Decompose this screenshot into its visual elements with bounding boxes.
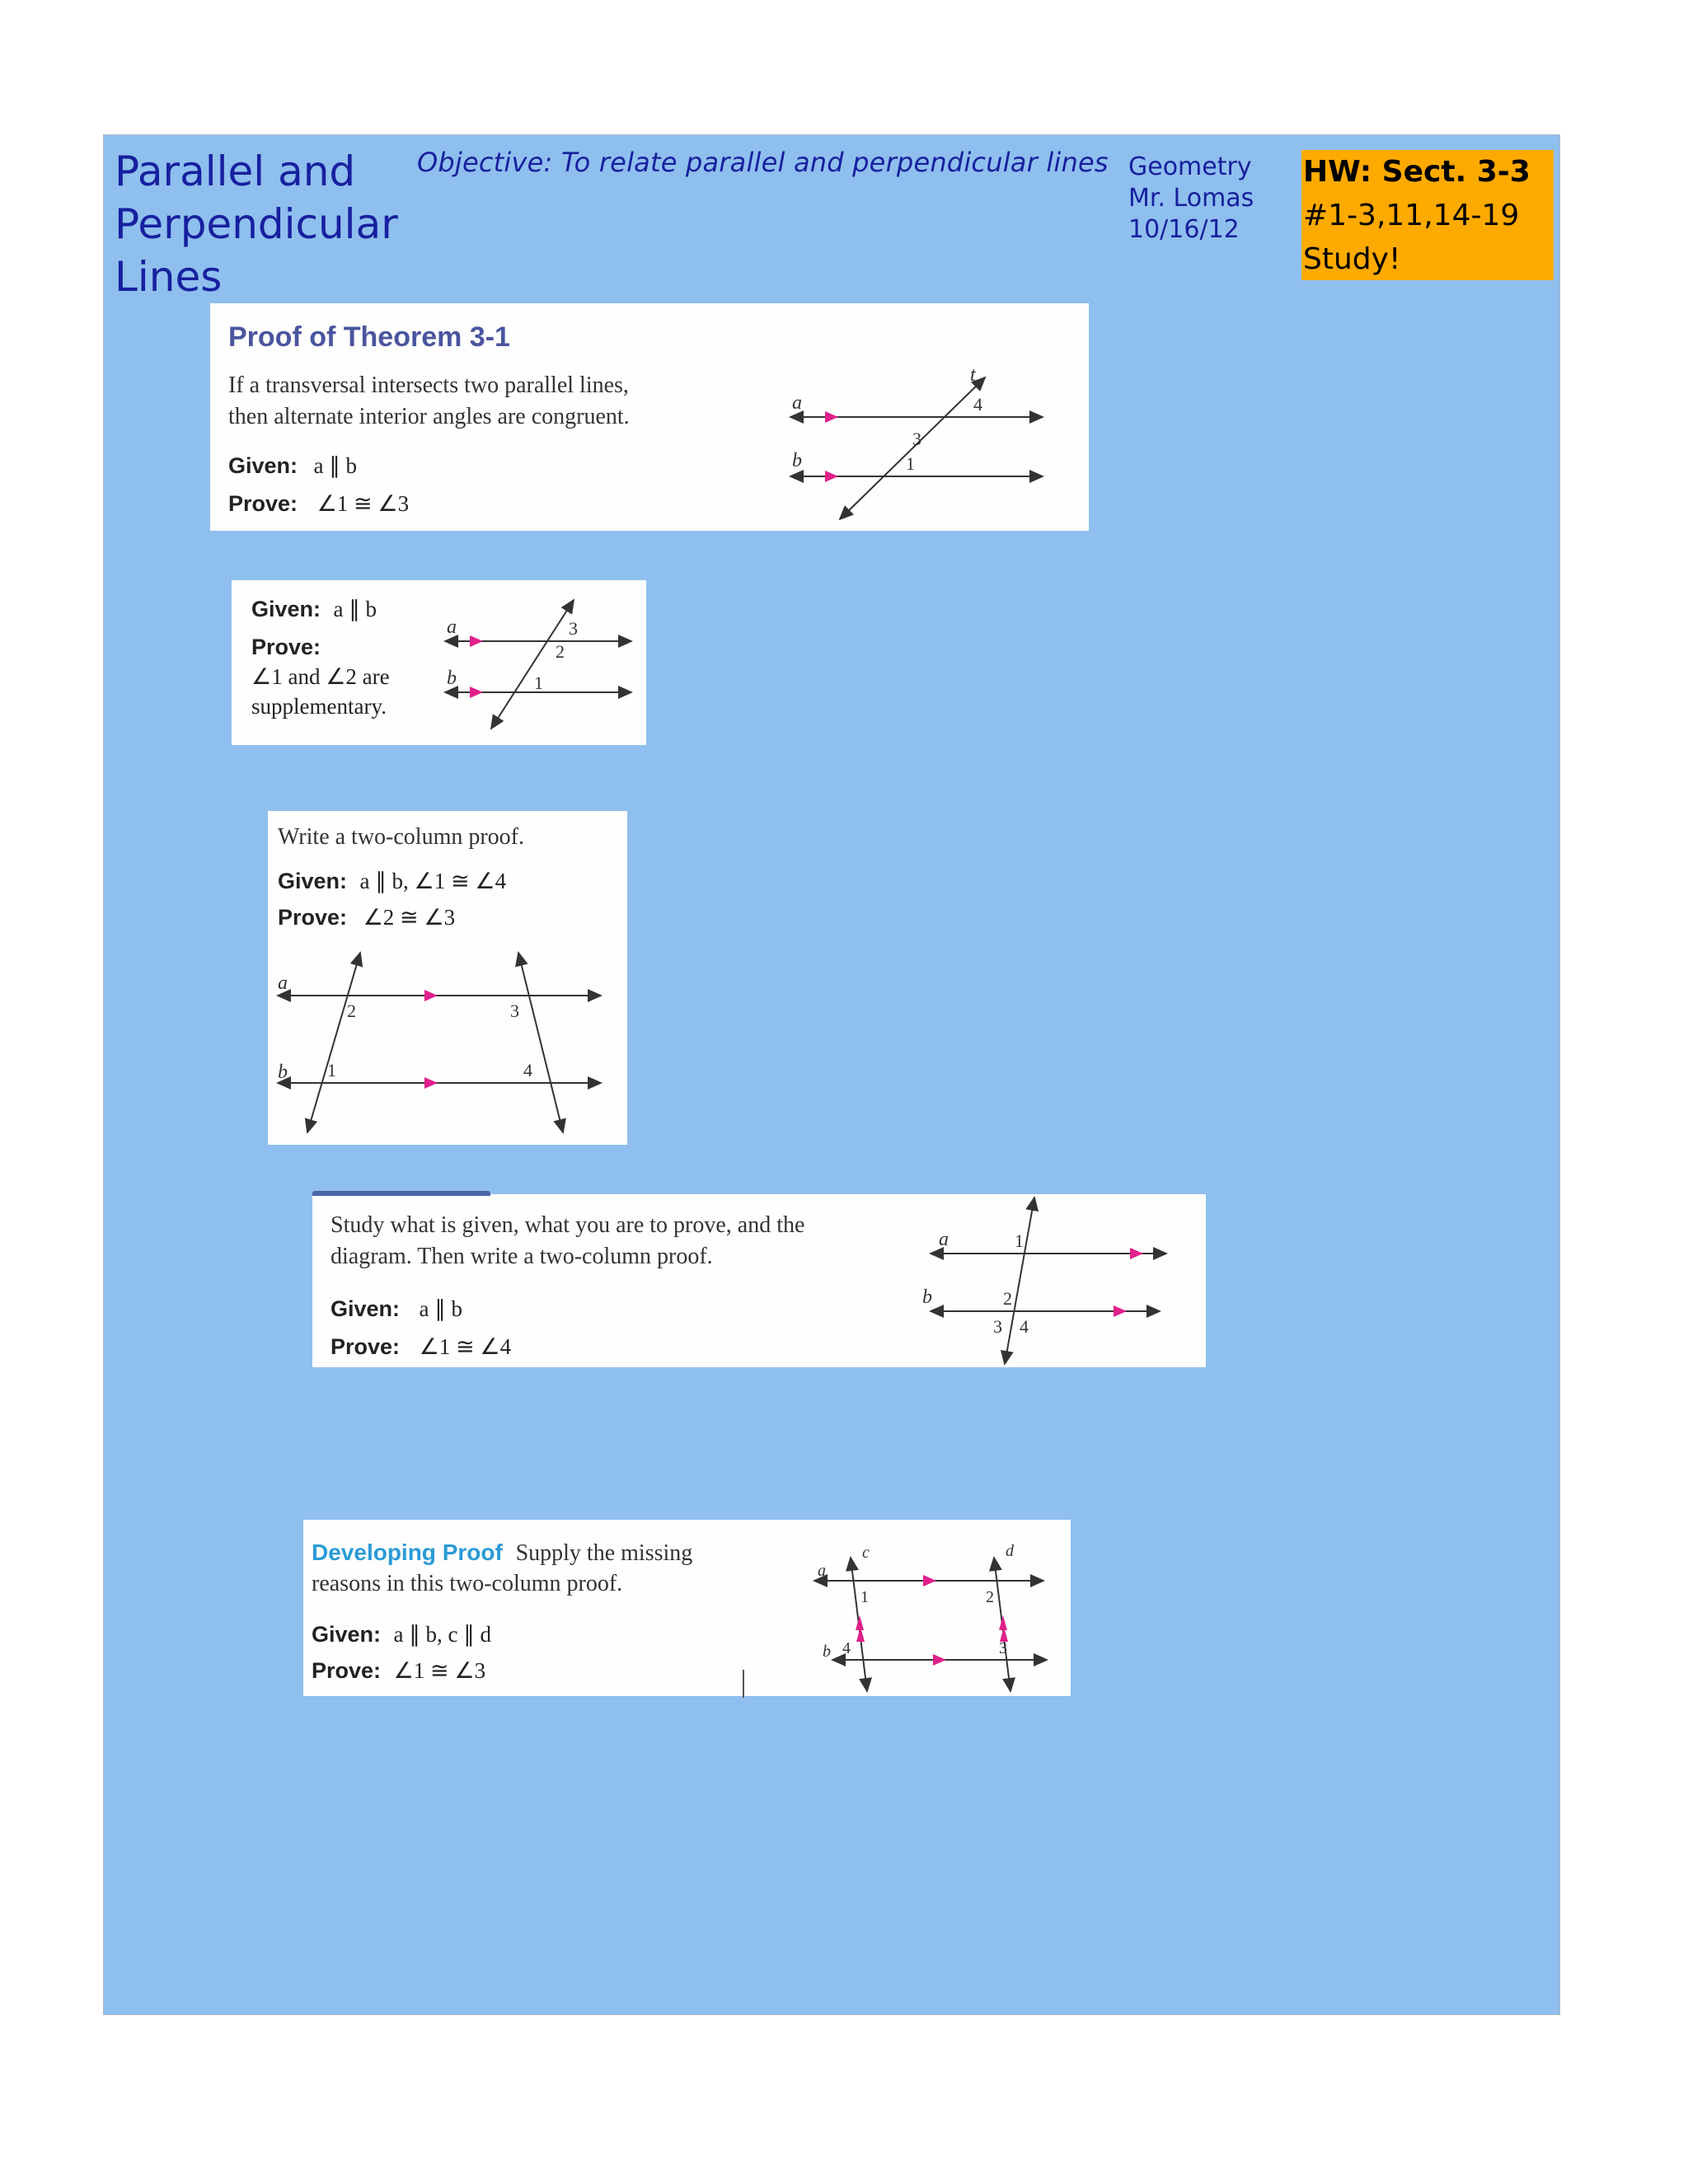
parallel-mark-b (470, 687, 483, 698)
parallel-mark-a (424, 990, 438, 1001)
angle-label-1: 1 (534, 673, 543, 693)
title-line-1: Parallel and (115, 148, 356, 195)
angle-label-1: 1 (327, 1060, 336, 1080)
homework-box (1301, 150, 1554, 280)
given-value: a ∥ b, ∠1 ≅ ∠4 (359, 869, 507, 893)
date: 10/16/12 (1128, 215, 1240, 244)
theorem-statement-line-1: If a transversal intersects two parallel lines, (228, 373, 629, 398)
instruction-row-1 (312, 1540, 692, 1567)
parallel-mark-a (923, 1575, 936, 1586)
prove-value: ∠1 ≅ ∠3 (316, 491, 410, 516)
prove-value: ∠1 ≅ ∠3 (393, 1658, 486, 1683)
prove-row (331, 1334, 511, 1360)
given-value: a ∥ b (313, 453, 358, 478)
given-value: a ∥ b, c ∥ d (393, 1622, 492, 1647)
given-label: Given: (312, 1622, 382, 1647)
given-row (251, 597, 377, 622)
prove-row (312, 1658, 485, 1684)
given-value: a ∥ b (419, 1296, 463, 1321)
page-title (115, 145, 398, 303)
worksheet-page (103, 134, 1560, 2015)
angle-label-1: 1 (1015, 1230, 1024, 1251)
instruction-line-1: Supply the missing (515, 1540, 693, 1566)
prove-label: Prove: (228, 491, 298, 516)
prove-label: Prove: (331, 1334, 401, 1359)
text-cursor (743, 1670, 744, 1698)
line-label-b: b (278, 1062, 288, 1083)
parallel-mark-d-1 (999, 1615, 1007, 1630)
angle-label-2: 2 (556, 641, 565, 662)
homework-problems: #1-3,11,14-19 (1303, 199, 1520, 232)
angle-label-3: 3 (510, 1001, 519, 1021)
prove-row (278, 905, 455, 930)
given-value: a ∥ b (333, 597, 377, 621)
given-row (228, 453, 357, 479)
transversal-label-t: t (970, 368, 976, 386)
theorem-proof-card (210, 303, 1089, 531)
title-line-2: Perpendicular (115, 200, 398, 248)
angle-label-4: 4 (842, 1639, 851, 1657)
prove-label: Prove: (251, 635, 321, 659)
supplementary-proof-card (232, 580, 646, 745)
given-row (312, 1622, 491, 1647)
line-label-a: a (818, 1562, 826, 1580)
parallel-mark-b (1114, 1305, 1127, 1317)
supplementary-diagram (442, 588, 640, 745)
prove-line-1: ∠1 and ∠2 are (251, 664, 390, 689)
line-label-b: b (447, 668, 457, 689)
parallel-mark-a (825, 411, 838, 423)
angle-label-1: 1 (860, 1588, 869, 1606)
theorem-statement-line-2: then alternate interior angles are congruent. (228, 404, 630, 429)
given-label: Given: (278, 869, 348, 893)
developing-proof-card (303, 1520, 1071, 1696)
teacher-name: Mr. Lomas (1128, 184, 1254, 213)
angle-label-3: 3 (912, 429, 921, 449)
angle-label-2: 2 (347, 1001, 356, 1021)
angle-label-2: 2 (1003, 1288, 1012, 1309)
transversal-diagram (787, 368, 1059, 532)
homework-study: Study! (1303, 242, 1401, 276)
prove-label: Prove: (312, 1658, 382, 1683)
study-proof-card (312, 1194, 1206, 1367)
parallel-mark-b (424, 1077, 438, 1089)
course-info (1128, 152, 1254, 246)
instruction-line-1: Study what is given, what you are to prove, and the (331, 1212, 805, 1238)
line-label-a: a (792, 392, 802, 414)
parallel-mark-a (470, 635, 483, 647)
card-tab-accent (312, 1191, 490, 1196)
angle-label-1: 1 (906, 453, 915, 474)
given-row (331, 1296, 462, 1322)
angle-label-3: 3 (993, 1316, 1002, 1337)
line-label-b: b (922, 1286, 932, 1308)
trapezoid-diagram (271, 946, 626, 1144)
parallel-mark-a (1130, 1248, 1143, 1259)
parallel-mark-b (933, 1654, 946, 1666)
angle-label-2: 2 (986, 1588, 994, 1606)
prove-line-2: supplementary. (251, 694, 387, 719)
parallelogram-diagram (808, 1521, 1055, 1694)
instruction-line-2: reasons in this two-column proof. (312, 1571, 623, 1596)
instruction-text: Write a two-column proof. (278, 824, 525, 850)
given-row (278, 869, 506, 894)
objective-text: Objective: To relate parallel and perpendicular lines (417, 147, 1109, 178)
given-label: Given: (331, 1296, 401, 1321)
line-label-d: d (1006, 1542, 1014, 1560)
line-label-c: c (862, 1544, 870, 1562)
transversal-diagram (919, 1194, 1183, 1369)
angle-label-3: 3 (999, 1639, 1007, 1657)
line-label-a: a (939, 1229, 949, 1250)
card-heading: Proof of Theorem 3-1 (228, 321, 510, 353)
angle-label-4: 4 (1020, 1316, 1029, 1337)
developing-proof-heading: Developing Proof (312, 1540, 503, 1565)
given-label: Given: (251, 597, 321, 621)
prove-row (228, 491, 409, 517)
prove-value: ∠1 ≅ ∠4 (419, 1334, 512, 1359)
prove-value: ∠2 ≅ ∠3 (363, 905, 456, 930)
instruction-line-2: diagram. Then write a two-column proof. (331, 1244, 713, 1269)
line-label-a: a (447, 616, 457, 638)
angle-label-3: 3 (569, 618, 578, 639)
parallel-mark-b (825, 471, 838, 482)
angle-label-4: 4 (973, 394, 982, 415)
line-label-a: a (278, 972, 288, 994)
angle-label-4: 4 (523, 1060, 532, 1080)
prove-label: Prove: (278, 905, 348, 930)
line-label-b: b (823, 1643, 831, 1661)
title-line-3: Lines (115, 253, 223, 301)
two-column-proof-card (268, 811, 627, 1145)
given-label: Given: (228, 453, 298, 478)
parallel-mark-c-1 (856, 1615, 864, 1630)
homework-section: HW: Sect. 3-3 (1303, 155, 1531, 189)
line-label-b: b (792, 450, 802, 471)
course-name: Geometry (1128, 152, 1252, 181)
